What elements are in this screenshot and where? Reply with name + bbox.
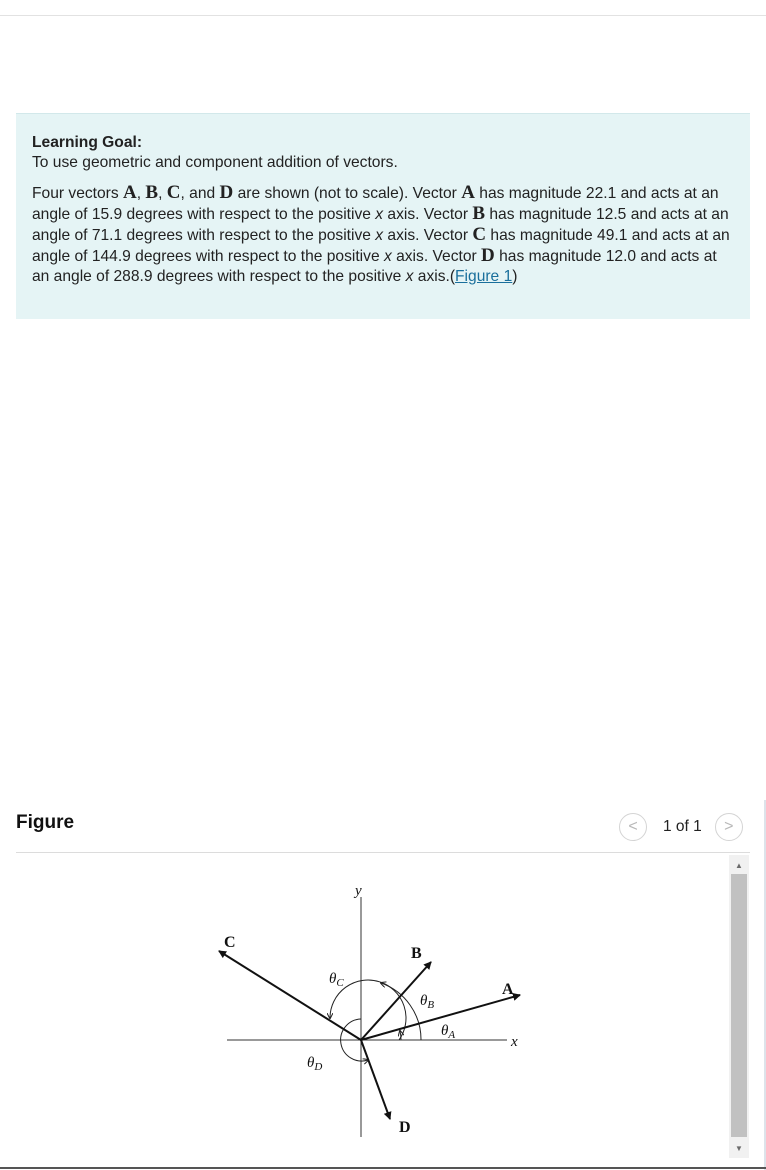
- problem-statement: [32, 183, 734, 287]
- figure-divider: [16, 852, 750, 853]
- theta-symbol: θ: [441, 1023, 449, 1039]
- vector-b-symbol: B: [145, 182, 159, 203]
- vector-d-arrow: [361, 1040, 390, 1119]
- theta-d-label: [307, 1055, 322, 1073]
- vector-a-symbol: A: [461, 182, 475, 203]
- problem-text: has magnitude 12.5 and acts at an angle of 71.1 degrees with respect to the positive: [32, 206, 729, 244]
- top-divider: [0, 15, 766, 16]
- figure-pager: [619, 812, 743, 842]
- vector-a-symbol: A: [123, 182, 137, 203]
- figure-scrollbar[interactable]: [729, 855, 749, 1158]
- problem-text: ): [512, 268, 518, 285]
- next-figure-button[interactable]: [715, 813, 743, 841]
- problem-text: has magnitude 49.1 and acts at an angle of 144.9 degrees with respect to the positive: [32, 227, 730, 265]
- problem-text: Four vectors: [32, 185, 123, 202]
- vector-d-symbol: D: [481, 245, 495, 266]
- scroll-up-arrow-icon[interactable]: ▲: [735, 860, 743, 870]
- figure-page-count: 1 of 1: [663, 818, 702, 835]
- x-axis-symbol: x: [383, 248, 392, 265]
- learning-goal-panel: [16, 113, 750, 319]
- x-axis-label: x: [511, 1034, 518, 1050]
- vector-d-label: D: [399, 1119, 411, 1136]
- vector-a-label: A: [502, 981, 514, 998]
- vector-c-symbol: C: [166, 182, 181, 203]
- vector-c-symbol: C: [472, 224, 487, 245]
- vector-c-arrow: [219, 951, 361, 1040]
- problem-text: axis.(: [413, 268, 456, 285]
- theta-subscript: D: [314, 1061, 323, 1073]
- problem-text: are shown (not to scale). Vector: [233, 185, 462, 202]
- x-axis-symbol: x: [375, 206, 384, 223]
- vector-c-label: C: [224, 934, 236, 951]
- theta-symbol: θ: [329, 971, 337, 987]
- theta-subscript: B: [427, 999, 435, 1011]
- problem-text: ,: [136, 185, 146, 202]
- chevron-right-icon: >: [724, 818, 734, 835]
- theta-subscript: A: [448, 1029, 456, 1041]
- problem-text: axis. Vector: [383, 227, 473, 244]
- theta-b-label: [420, 993, 434, 1011]
- vector-b-label: B: [411, 945, 422, 962]
- vector-b-symbol: B: [472, 203, 486, 224]
- theta-symbol: θ: [307, 1055, 315, 1071]
- y-axis-label: y: [355, 883, 362, 899]
- vector-diagram: [205, 875, 535, 1145]
- theta-c-label: [329, 971, 344, 989]
- chevron-left-icon: <: [628, 818, 638, 835]
- theta-subscript: C: [336, 977, 344, 989]
- learning-goal-text: To use geometric and component addition of vectors.: [32, 154, 398, 171]
- scroll-thumb[interactable]: [731, 874, 747, 1137]
- figure-heading: Figure: [16, 812, 75, 833]
- problem-text: has magnitude 12.0 and acts at an angle of 288.9 degrees with respect to the positive: [32, 248, 717, 285]
- problem-text: axis. Vector: [383, 206, 473, 223]
- theta-symbol: θ: [420, 993, 428, 1009]
- figure-link[interactable]: Figure 1: [455, 268, 513, 285]
- scroll-down-arrow-icon[interactable]: ▼: [735, 1143, 743, 1153]
- problem-text: has magnitude 22.1 and acts at an angle of 15.9 degrees with respect to the positive: [32, 185, 719, 223]
- problem-text: ,: [158, 185, 167, 202]
- vector-d-symbol: D: [219, 182, 234, 203]
- previous-figure-button[interactable]: [619, 813, 647, 841]
- theta-a-label: [441, 1023, 455, 1041]
- learning-goal-title: Learning Goal:: [32, 134, 143, 151]
- x-axis-symbol: x: [375, 227, 384, 244]
- problem-text: , and: [180, 185, 220, 202]
- x-axis-symbol: x: [405, 268, 414, 285]
- bottom-divider: [0, 1167, 766, 1169]
- problem-text: axis. Vector: [391, 248, 482, 265]
